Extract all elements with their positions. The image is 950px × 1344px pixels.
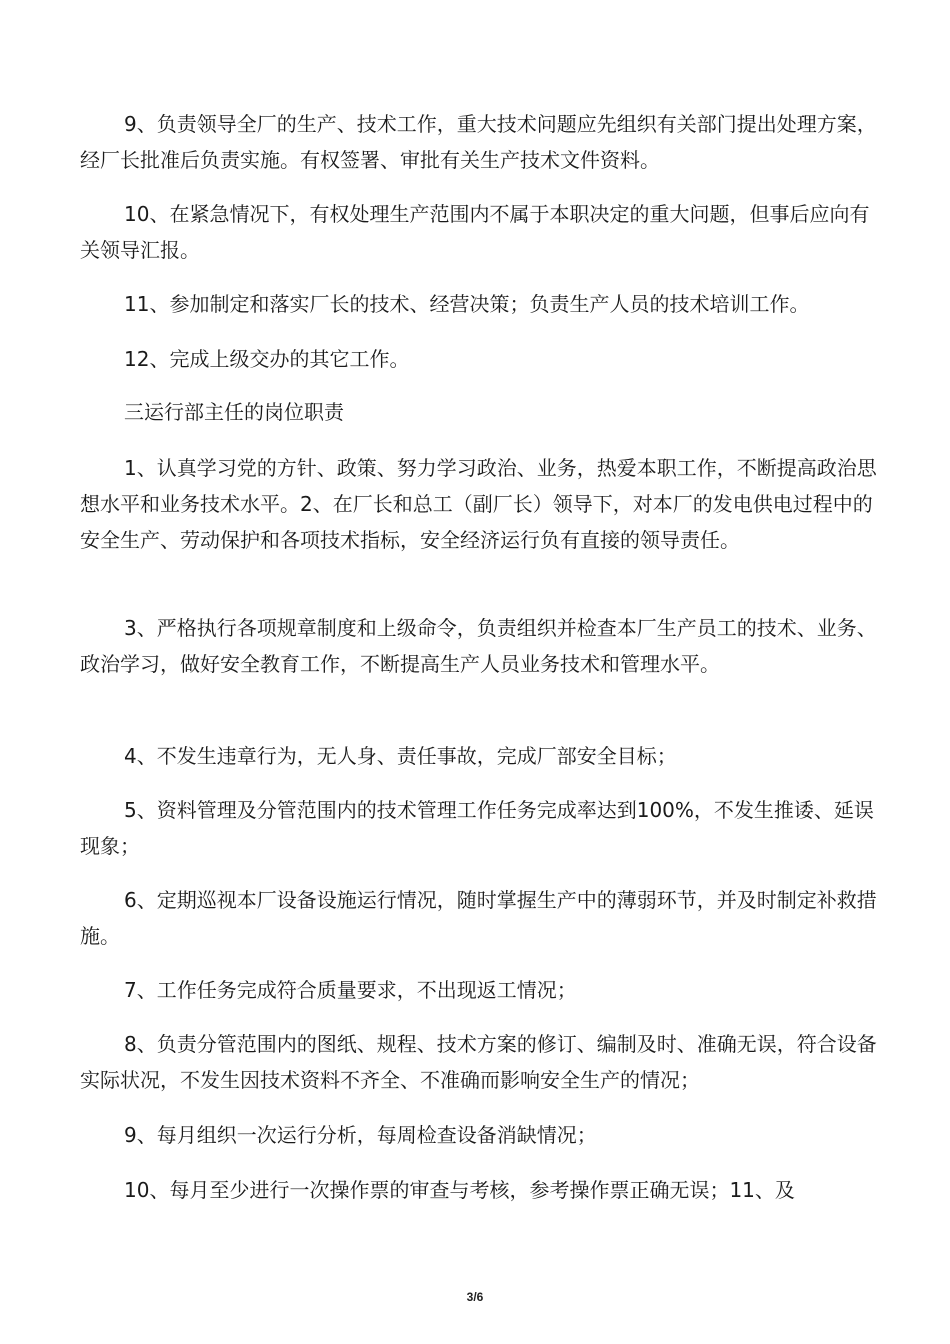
paragraph-12-other-work: 12、完成上级交办的其它工作。 <box>124 347 410 371</box>
paragraph-1-2-responsibilities: 1、认真学习党的方针、政策、努力学习政治、业务，热爱本职工作，不断提高政治思想水平和业务技术水平。2、在厂长和总工（副厂长）领导下，对本厂的发电供电过程中的安全生产、劳动保护和各项技术指标，安全经济运行负有直接的领导责任。 <box>80 456 877 552</box>
paragraph-8-drawings: 8、负责分管范围内的图纸、规程、技术方案的修订、编制及时、准确无误，符合设备实际状况，不发生因技术资料不齐全、不准确而影响安全生产的情况； <box>80 1032 877 1092</box>
page-number: 3/6 <box>466 1290 484 1304</box>
paragraph-11-decisions: 11、参加制定和落实厂长的技术、经营决策；负责生产人员的技术培训工作。 <box>124 292 810 316</box>
paragraph-9-chief-engineer: 9、负责领导全厂的生产、技术工作，重大技术问题应先组织有关部门提出处理方案，经厂长批准后负责实施。有权签署、审批有关生产技术文件资料。 <box>80 112 877 172</box>
paragraph-9-analysis: 9、每月组织一次运行分析，每周检查设备消缺情况； <box>124 1123 597 1147</box>
paragraph-3-rules: 3、严格执行各项规章制度和上级命令，负责组织并检查本厂生产员工的技术、业务、政治学习，做好安全教育工作，不断提高生产人员业务技术和管理水平。 <box>80 616 877 676</box>
paragraph-6-inspection: 6、定期巡视本厂设备设施运行情况，随时掌握生产中的薄弱环节，并及时制定补救措施。 <box>80 888 877 948</box>
paragraph-10-emergency: 10、在紧急情况下，有权处理生产范围内不属于本职决定的重大问题，但事后应向有关领导汇报。 <box>80 202 870 262</box>
section-heading: 三运行部主任的岗位职责 <box>124 400 344 424</box>
paragraph-5-documents: 5、资料管理及分管范围内的技术管理工作任务完成率达到100%，不发生推诿、延误现象； <box>80 798 874 858</box>
paragraph-7-quality: 7、工作任务完成符合质量要求，不出现返工情况； <box>124 978 577 1002</box>
paragraph-4-safety: 4、不发生违章行为，无人身、责任事故，完成厂部安全目标； <box>124 744 677 768</box>
paragraph-10-operation-tickets: 10、每月至少进行一次操作票的审查与考核，参考操作票正确无误；11、及 <box>124 1178 795 1202</box>
